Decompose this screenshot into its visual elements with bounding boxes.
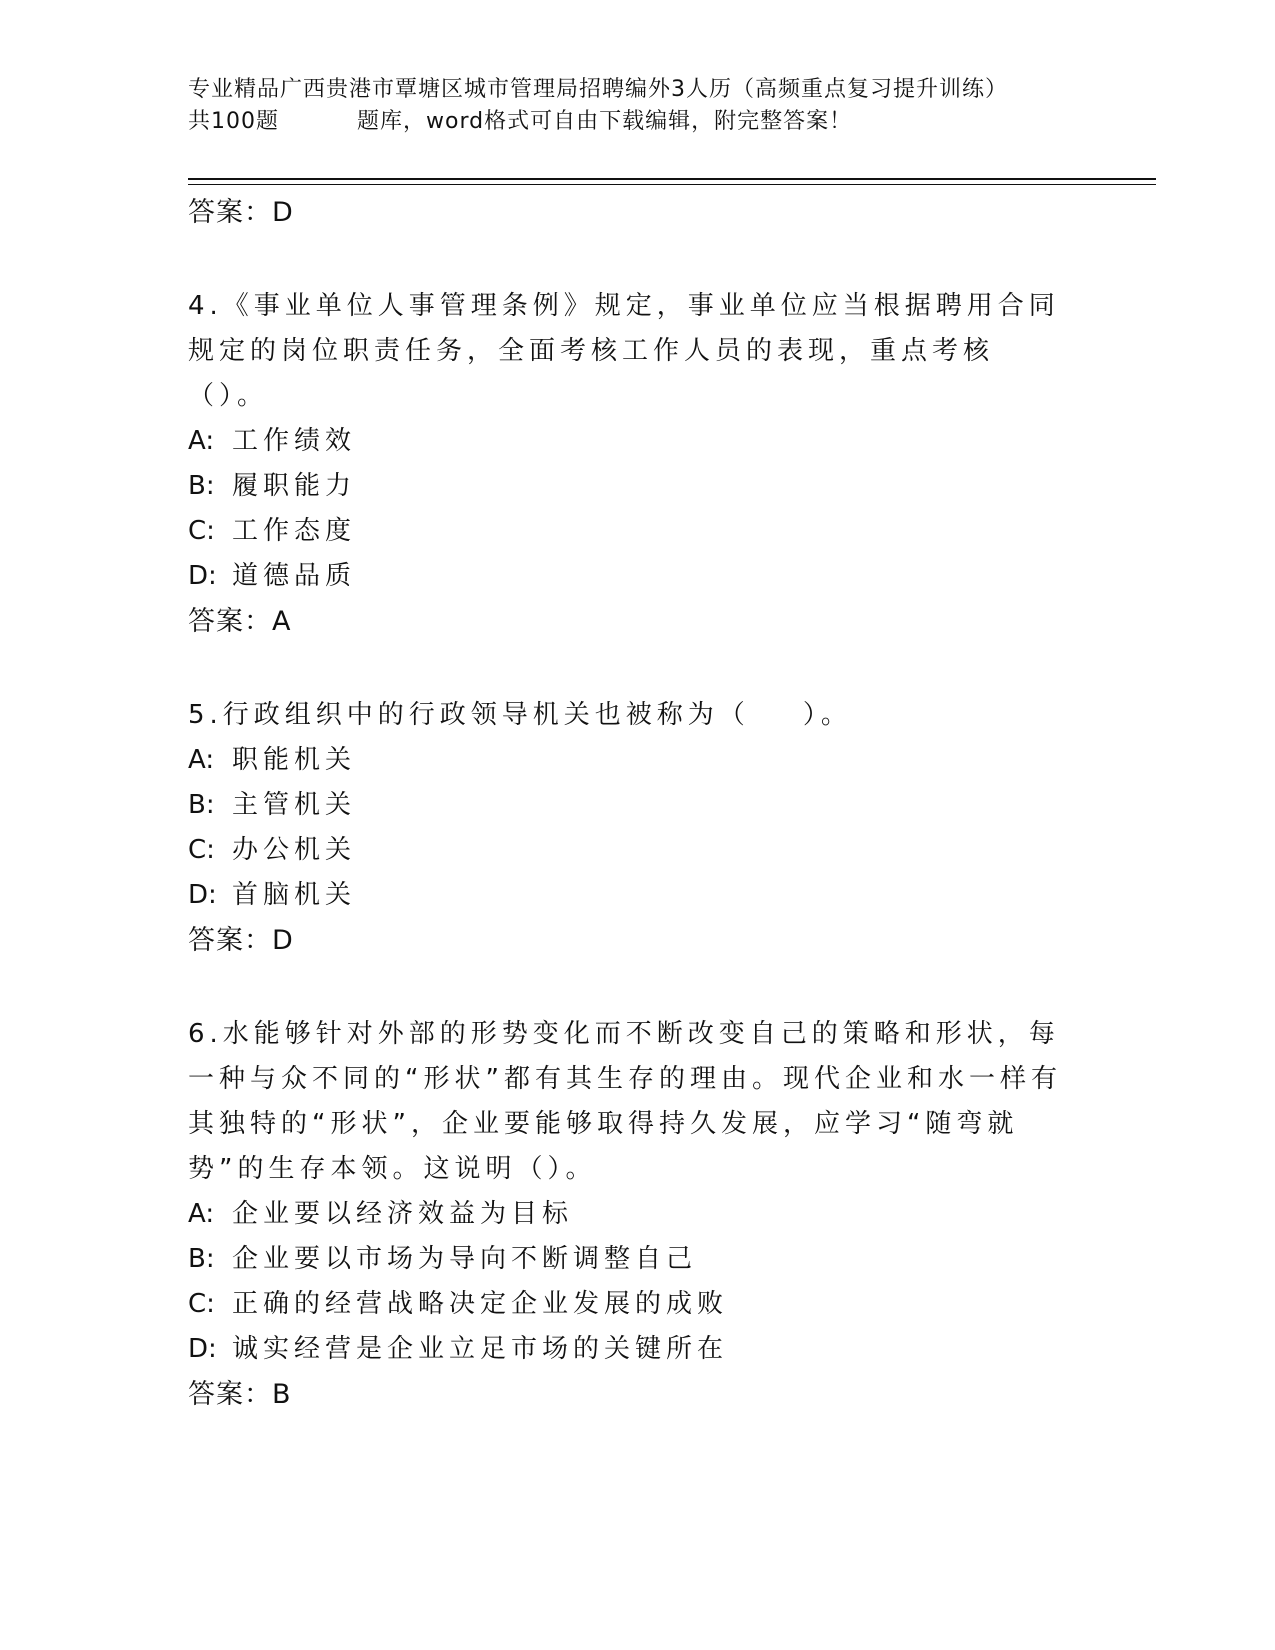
header-divider-thick (188, 178, 1156, 180)
answer-line: 答案：D (188, 925, 294, 956)
header-format-note: 题库，word格式可自由下载编辑，附完整答案！ (357, 109, 853, 134)
option-text: 履职能力 (232, 471, 357, 501)
option-c (188, 828, 1068, 873)
question-stem: 6.水能够针对外部的形势变化而不断改变自己的策略和形状，每一种与众不同的“形状”都有其生存的理由。现代企业和水一样有其独特的“形状”，企业要能够取得持久发展，应学习“随弯就势”的生存本领。这说明（）。 (188, 1019, 1062, 1184)
option-letter: C: (188, 1289, 215, 1319)
option-text: 道德品质 (232, 561, 357, 591)
question-stem: 5.行政组织中的行政领导机关也被称为（ ）。 (188, 700, 852, 730)
question-block-4 (188, 284, 1068, 645)
option-letter: B: (188, 790, 215, 820)
option-letter: C: (188, 516, 215, 546)
page-header (188, 74, 1088, 138)
question-block-6 (188, 1012, 1068, 1418)
answer-line: 答案：D (188, 197, 294, 228)
option-a (188, 1192, 1068, 1237)
option-letter: D: (188, 880, 217, 910)
option-text: 首脑机关 (232, 880, 357, 910)
option-letter: B: (188, 1244, 215, 1274)
option-letter: A: (188, 745, 215, 775)
option-text: 工作绩效 (232, 426, 357, 456)
option-b (188, 464, 1068, 509)
option-text: 正确的经营战略决定企业发展的成败 (232, 1289, 729, 1319)
answer-line: 答案：B (188, 1379, 292, 1410)
option-text: 办公机关 (232, 835, 357, 865)
question-stem: 4.《事业单位人事管理条例》规定，事业单位应当根据聘用合同规定的岗位职责任务，全面考核工作人员的表现，重点考核（）。 (188, 291, 1060, 411)
option-letter: A: (188, 426, 215, 456)
option-c (188, 509, 1068, 554)
option-letter: B: (188, 471, 215, 501)
option-b (188, 783, 1068, 828)
header-divider-thin (188, 184, 1156, 185)
option-c (188, 1282, 1068, 1327)
option-letter: A: (188, 1199, 215, 1229)
option-text: 主管机关 (232, 790, 357, 820)
option-d (188, 554, 1068, 599)
option-a (188, 419, 1068, 464)
answer-line: 答案：A (188, 606, 292, 637)
option-text: 职能机关 (232, 745, 357, 775)
option-d (188, 1327, 1068, 1372)
option-text: 企业要以经济效益为目标 (232, 1199, 574, 1229)
option-letter: D: (188, 1334, 217, 1364)
option-text: 企业要以市场为导向不断调整自己 (232, 1244, 698, 1274)
option-b (188, 1237, 1068, 1282)
option-d (188, 873, 1068, 918)
option-text: 诚实经营是企业立足市场的关键所在 (232, 1334, 729, 1364)
header-title-line: 专业精品广西贵港市覃塘区城市管理局招聘编外3人历（高频重点复习提升训练） (188, 77, 1008, 102)
question-list (188, 190, 1068, 1418)
header-subtitle-line (188, 106, 1088, 138)
question-block-5 (188, 693, 1068, 964)
option-letter: D: (188, 561, 217, 591)
option-letter: C: (188, 835, 215, 865)
option-text: 工作态度 (232, 516, 357, 546)
option-a (188, 738, 1068, 783)
header-question-count: 共100题 (188, 109, 279, 134)
